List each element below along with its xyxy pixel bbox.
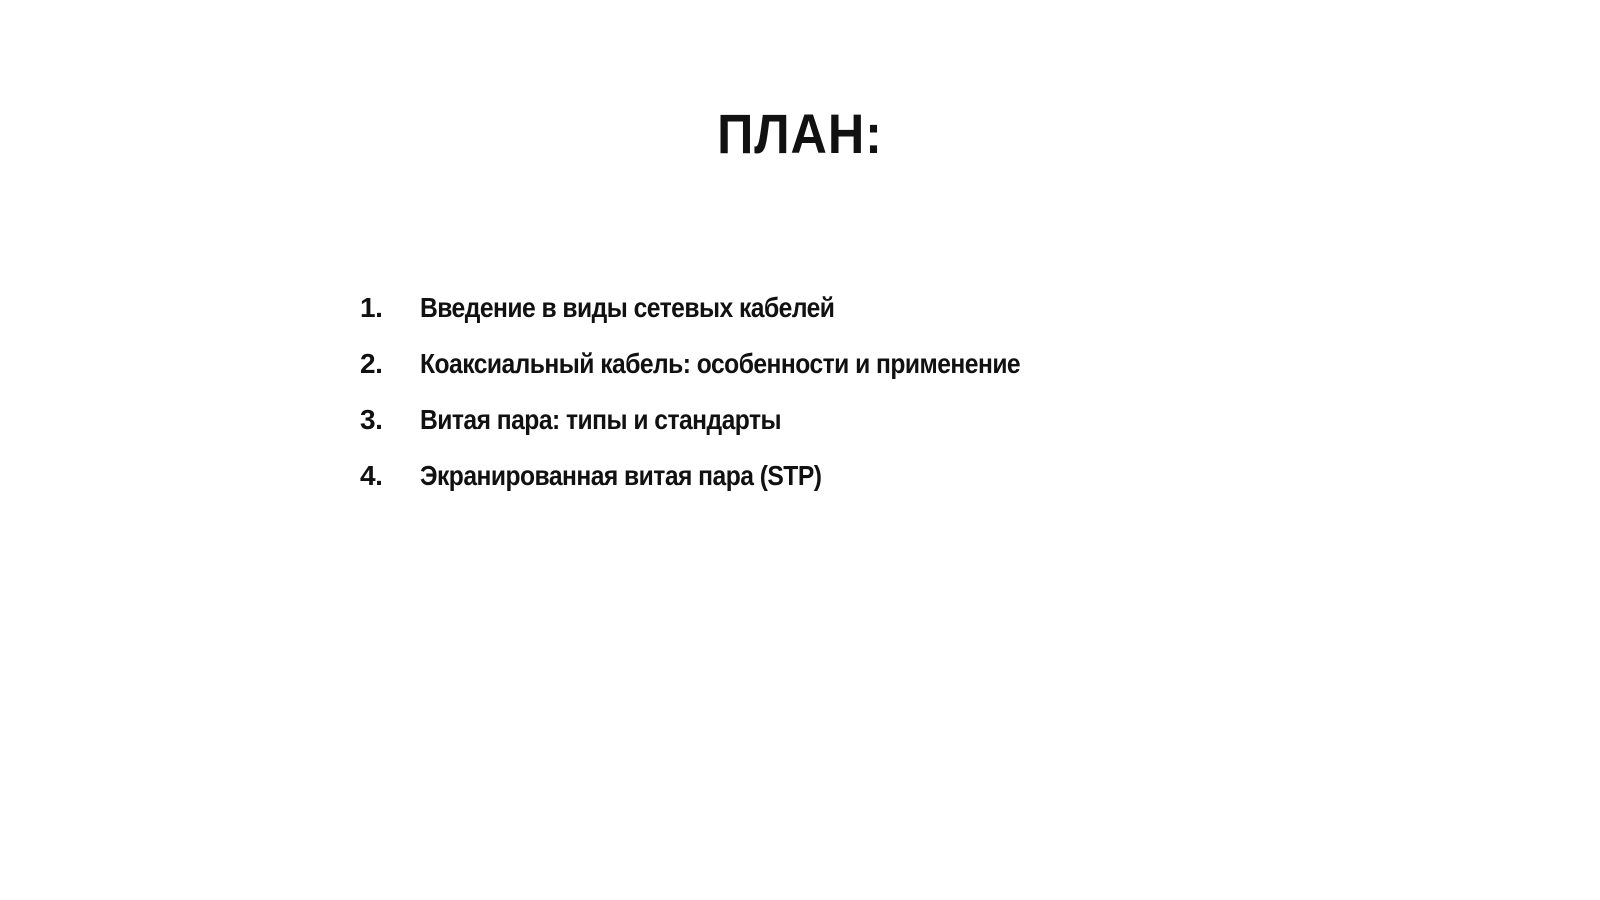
- list-item: [360, 288, 1102, 344]
- list-item-text: Коаксиальный кабель: особенности и применение: [420, 348, 1021, 379]
- list-item-text: Экранированная витая пара (STP): [420, 460, 822, 491]
- list-item-text: Витая пара: типы и стандарты: [420, 404, 782, 435]
- list-item-number: 4.: [360, 460, 383, 491]
- list-item-number: 2.: [360, 348, 383, 379]
- list-item-number: 3.: [360, 404, 383, 435]
- list-item-text: Введение в виды сетевых кабелей: [420, 292, 835, 323]
- list-item: [360, 400, 1102, 456]
- slide-title: ПЛАН:: [717, 102, 883, 165]
- plan-list: [360, 288, 1102, 512]
- list-item: [360, 456, 1102, 512]
- list-item-number: 1.: [360, 292, 383, 323]
- list-item: [360, 344, 1102, 400]
